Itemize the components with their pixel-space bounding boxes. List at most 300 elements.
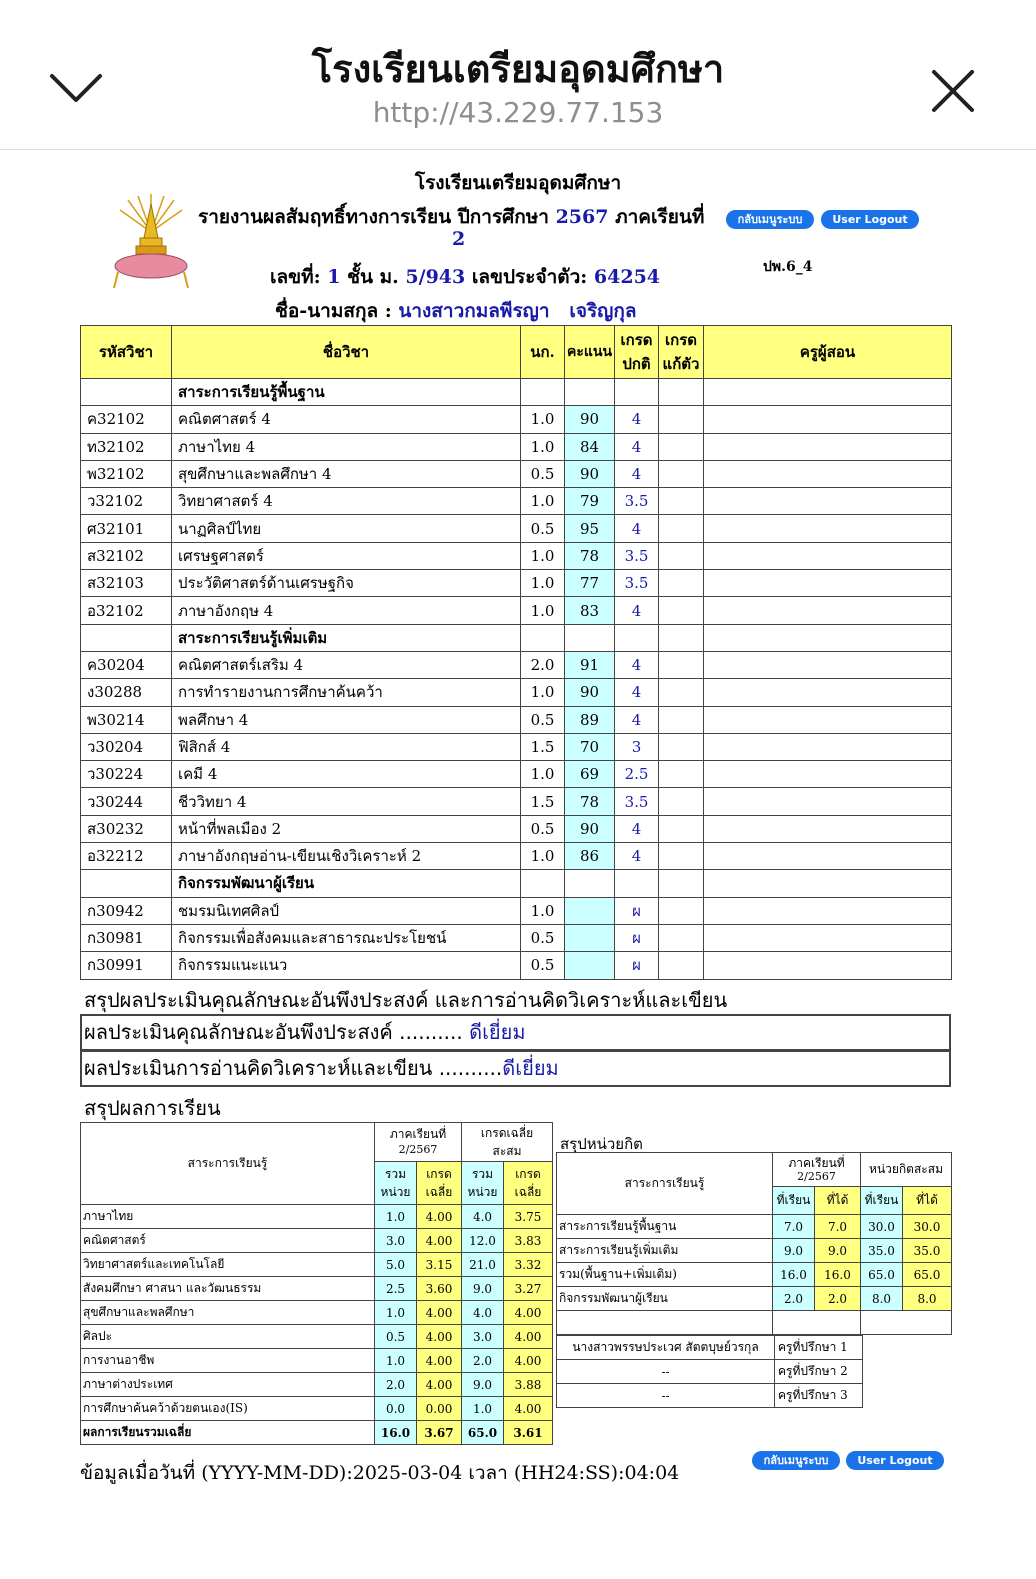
summary-cum-gpa: 3.27 xyxy=(504,1277,553,1301)
summary-sem-units: 1.0 xyxy=(375,1301,417,1325)
course-name: นาฏศิลป์ไทย xyxy=(172,515,521,542)
course-credit: 1.0 xyxy=(521,433,565,460)
course-name: หน้าที่พลเมือง 2 xyxy=(172,815,521,842)
summary-subject: การศึกษาค้นคว้าด้วยตนเอง(IS) xyxy=(81,1397,375,1421)
course-code: ค30204 xyxy=(81,651,172,678)
units-subject: รวม(พื้นฐาน+เพิ่มเติม) xyxy=(557,1263,773,1287)
no-label: เลขที่: xyxy=(270,266,321,288)
summary-subject: ภาษาต่างประเทศ xyxy=(81,1373,375,1397)
course-score: 90 xyxy=(565,406,615,433)
course-teacher xyxy=(704,952,952,979)
course-grade: 3.5 xyxy=(615,788,659,815)
summary-row xyxy=(81,1325,553,1349)
section-row xyxy=(81,870,952,897)
trait-label: ผลประเมินคุณลักษณะอันพึงประสงค์ .......... xyxy=(84,1020,463,1044)
course-credit: 0.5 xyxy=(521,952,565,979)
course-score: 77 xyxy=(565,570,615,597)
summary-subject: การงานอาชีพ xyxy=(81,1349,375,1373)
grade-retake-line: เกรด xyxy=(664,331,697,349)
course-score: 86 xyxy=(565,843,615,870)
summary-cum-units: 2.0 xyxy=(462,1349,504,1373)
summary-cum-gpa: 4.00 xyxy=(504,1349,553,1373)
units-subject: กิจกรรมพัฒนาผู้เรียน xyxy=(557,1287,773,1311)
course-code: อ32212 xyxy=(81,843,172,870)
course-retake-grade xyxy=(659,679,704,706)
summary-sem-units: 0.5 xyxy=(375,1325,417,1349)
course-row xyxy=(81,761,952,788)
summary-sem-gpa: 3.60 xyxy=(417,1277,462,1301)
empty-cell xyxy=(565,870,615,897)
summary-subject: วิทยาศาสตร์และเทคโนโลยี xyxy=(81,1253,375,1277)
course-teacher xyxy=(704,570,952,597)
summary-sub-units xyxy=(375,1161,417,1204)
units-cum-got: 8.0 xyxy=(903,1287,952,1311)
course-code: ส30232 xyxy=(81,815,172,842)
course-retake-grade xyxy=(659,952,704,979)
course-row xyxy=(81,570,952,597)
course-name: ภาษาไทย 4 xyxy=(172,433,521,460)
empty-cell xyxy=(615,624,659,651)
course-score xyxy=(565,897,615,924)
summary-sem-gpa: 4.00 xyxy=(417,1301,462,1325)
summary-sem-units: 2.0 xyxy=(375,1373,417,1397)
empty-cell xyxy=(659,624,704,651)
course-teacher xyxy=(704,843,952,870)
summary-total-sem-gpa: 3.67 xyxy=(417,1421,462,1445)
sub-gpa-bottom: เฉลี่ย xyxy=(425,1184,453,1199)
course-row xyxy=(81,542,952,569)
course-teacher xyxy=(704,706,952,733)
course-name: การทำรายงานการศึกษาค้นคว้า xyxy=(172,679,521,706)
course-teacher xyxy=(704,597,952,624)
grades-table xyxy=(80,325,952,980)
advisor-role: ครูที่ปรึกษา 2 xyxy=(775,1360,863,1384)
course-credit: 0.5 xyxy=(521,515,565,542)
course-score: 91 xyxy=(565,651,615,678)
course-retake-grade xyxy=(659,761,704,788)
course-score: 90 xyxy=(565,460,615,487)
course-credit: 2.0 xyxy=(521,651,565,678)
units-cum-learn: 30.0 xyxy=(861,1215,903,1239)
course-name: คณิตศาสตร์ 4 xyxy=(172,406,521,433)
browser-url[interactable]: http://43.229.77.153 xyxy=(372,96,664,129)
course-teacher xyxy=(704,515,952,542)
units-subject: สาระการเรียนรู้พื้นฐาน xyxy=(557,1215,773,1239)
course-name: เคมี 4 xyxy=(172,761,521,788)
course-retake-grade xyxy=(659,460,704,487)
course-code: ส32103 xyxy=(81,570,172,597)
units-sem-got: 2.0 xyxy=(815,1287,861,1311)
summary-subject: คณิตศาสตร์ xyxy=(81,1229,375,1253)
school-name: โรงเรียนเตรียมอุดมศึกษา xyxy=(414,172,622,194)
course-name: ฟิสิกส์ 4 xyxy=(172,733,521,760)
course-name: เศรษฐศาสตร์ xyxy=(172,542,521,569)
close-icon xyxy=(928,66,978,116)
course-name: กิจกรรมเพื่อสังคมและสาธารณะประโยชน์ xyxy=(172,924,521,951)
col-credit: นก. xyxy=(521,326,565,379)
units-row xyxy=(557,1239,952,1263)
summary-cum-gpa: 3.32 xyxy=(504,1253,553,1277)
summary-sem-gpa: 4.00 xyxy=(417,1325,462,1349)
summary-sem-units: 3.0 xyxy=(375,1229,417,1253)
summary-row xyxy=(81,1277,553,1301)
grade-normal-line: ปกติ xyxy=(622,355,651,373)
advisors-table xyxy=(556,1335,863,1408)
course-score: 90 xyxy=(565,815,615,842)
summary-row xyxy=(81,1301,553,1325)
course-credit: 1.5 xyxy=(521,788,565,815)
units-header-row xyxy=(557,1153,952,1187)
back-to-menu-button[interactable]: กลับเมนูระบบ xyxy=(726,210,814,229)
course-row xyxy=(81,788,952,815)
units-cum-learn: 65.0 xyxy=(861,1263,903,1287)
summary-cum-units: 4.0 xyxy=(462,1205,504,1229)
course-code: ค32102 xyxy=(81,406,172,433)
summary-cum-units: 12.0 xyxy=(462,1229,504,1253)
course-credit: 1.0 xyxy=(521,843,565,870)
course-grade: 3.5 xyxy=(615,488,659,515)
summary-sem-label: ภาคเรียนที่ xyxy=(389,1126,447,1141)
report-prefix: รายงานผลสัมฤทธิ์ทางการเรียน ปีการศึกษา xyxy=(198,206,549,228)
back-to-menu-button-bottom[interactable]: กลับเมนูระบบ xyxy=(752,1451,840,1470)
course-grade: ผ xyxy=(615,924,659,951)
course-row xyxy=(81,733,952,760)
course-teacher xyxy=(704,488,952,515)
summary-subject: ศิลปะ xyxy=(81,1325,375,1349)
course-score xyxy=(565,952,615,979)
name-label: ชื่อ-นามสกุล : xyxy=(275,300,392,322)
units-row xyxy=(557,1287,952,1311)
course-code: ท32102 xyxy=(81,433,172,460)
units-sub-got: ที่ได้ xyxy=(815,1187,861,1215)
course-retake-grade xyxy=(659,733,704,760)
units-sem-learn: 2.0 xyxy=(773,1287,815,1311)
summary-total-cum-gpa: 3.61 xyxy=(504,1421,553,1445)
course-grade: 4 xyxy=(615,815,659,842)
course-code: ง30288 xyxy=(81,679,172,706)
reading-evaluation xyxy=(80,1050,951,1087)
logout-button-bottom[interactable]: User Logout xyxy=(846,1451,944,1470)
course-credit: 1.0 xyxy=(521,761,565,788)
summary-cum-gpa: 3.83 xyxy=(504,1229,553,1253)
course-retake-grade xyxy=(659,897,704,924)
student-name-line xyxy=(275,296,637,326)
summary-subject: สังคมศึกษา ศาสนา และวัฒนธรรม xyxy=(81,1277,375,1301)
col-score: คะแนน xyxy=(565,326,615,379)
summary-sub-cum-units xyxy=(462,1161,504,1204)
course-score: 69 xyxy=(565,761,615,788)
course-grade: 2.5 xyxy=(615,761,659,788)
course-grade: 4 xyxy=(615,843,659,870)
section-code-cell xyxy=(81,624,172,651)
course-grade: 3.5 xyxy=(615,570,659,597)
semester-value: 2 xyxy=(452,228,466,250)
course-credit: 0.5 xyxy=(521,815,565,842)
empty-cell xyxy=(521,870,565,897)
summary-cum-units: 3.0 xyxy=(462,1325,504,1349)
units-title: สรุปหน่วยกิต xyxy=(560,1135,643,1153)
course-name: พลศึกษา 4 xyxy=(172,706,521,733)
advisor-role: ครูที่ปรึกษา 1 xyxy=(775,1336,863,1360)
grade-retake-line: แก้ตัว xyxy=(662,355,700,373)
course-name: กิจกรรมแนะแนว xyxy=(172,952,521,979)
units-col-semester xyxy=(773,1153,861,1187)
course-score: 95 xyxy=(565,515,615,542)
trait-evaluation xyxy=(80,1014,951,1051)
course-credit: 1.0 xyxy=(521,597,565,624)
course-row xyxy=(81,597,952,624)
reading-value: ดีเยี่ยม xyxy=(502,1056,559,1080)
advisor-name: -- xyxy=(557,1384,775,1408)
summary-total-cum-units: 65.0 xyxy=(462,1421,504,1445)
id-label: เลขประจำตัว: xyxy=(471,266,588,288)
summary-col-cumulative xyxy=(462,1123,553,1162)
empty-cell xyxy=(704,870,952,897)
units-subject: สาระการเรียนรู้เพิ่มเติม xyxy=(557,1239,773,1263)
academic-year: 2567 xyxy=(555,206,609,228)
empty-cell xyxy=(704,379,952,406)
course-teacher xyxy=(704,788,952,815)
advisor-name: นางสาวพรรษประเวศ สัตตบุษย์วรกุล xyxy=(557,1336,775,1360)
grade-normal-line: เกรด xyxy=(620,331,653,349)
course-code: ศ32101 xyxy=(81,515,172,542)
course-teacher xyxy=(704,542,952,569)
course-row xyxy=(81,843,952,870)
student-no: 1 xyxy=(327,266,341,288)
course-retake-grade xyxy=(659,597,704,624)
summary-row xyxy=(81,1205,553,1229)
summary-total-label: ผลการเรียนรวมเฉลี่ย xyxy=(81,1421,375,1445)
units-row xyxy=(557,1263,952,1287)
class-label: ชั้น ม. xyxy=(347,266,399,288)
section-code-cell xyxy=(81,379,172,406)
units-cum-learn: 8.0 xyxy=(861,1287,903,1311)
units-sem-got: 9.0 xyxy=(815,1239,861,1263)
summary-sem-value: 2/2567 xyxy=(398,1142,438,1156)
summary-sem-gpa: 4.00 xyxy=(417,1349,462,1373)
course-code: ว30204 xyxy=(81,733,172,760)
summary-row xyxy=(81,1397,553,1421)
course-grade: 4 xyxy=(615,651,659,678)
units-cum-got: 30.0 xyxy=(903,1215,952,1239)
section-code-cell xyxy=(81,870,172,897)
advisor-row xyxy=(557,1336,863,1360)
course-grade: ผ xyxy=(615,897,659,924)
course-code: ว30244 xyxy=(81,788,172,815)
course-score: 89 xyxy=(565,706,615,733)
course-score: 70 xyxy=(565,733,615,760)
units-cum-got: 35.0 xyxy=(903,1239,952,1263)
course-teacher xyxy=(704,815,952,842)
summary-cum-label1: เกรดเฉลี่ย xyxy=(480,1125,534,1140)
course-row xyxy=(81,706,952,733)
course-code: ก30991 xyxy=(81,952,172,979)
school-emblem-icon xyxy=(108,192,194,292)
section-title: กิจกรรมพัฒนาผู้เรียน xyxy=(172,870,521,897)
summary-cum-label2: สะสม xyxy=(492,1143,522,1158)
course-retake-grade xyxy=(659,788,704,815)
units-table xyxy=(556,1152,952,1335)
data-timestamp: ข้อมูลเมื่อวันที่ (YYYY-MM-DD):2025-03-04 เวลา (HH24:SS):04:04 xyxy=(80,1462,680,1484)
student-id: 64254 xyxy=(593,266,661,288)
empty-cell xyxy=(659,379,704,406)
course-retake-grade xyxy=(659,924,704,951)
course-row xyxy=(81,679,952,706)
summary-row xyxy=(81,1229,553,1253)
course-teacher xyxy=(704,679,952,706)
summary-sem-gpa: 3.15 xyxy=(417,1253,462,1277)
units-empty-row xyxy=(557,1311,952,1335)
summary-header-row xyxy=(81,1123,553,1162)
course-name: คณิตศาสตร์เสริม 4 xyxy=(172,651,521,678)
units-sem-learn: 16.0 xyxy=(773,1263,815,1287)
units-row xyxy=(557,1215,952,1239)
course-score: 78 xyxy=(565,542,615,569)
summary-cum-units: 1.0 xyxy=(462,1397,504,1421)
course-score: 79 xyxy=(565,488,615,515)
course-code: ว32102 xyxy=(81,488,172,515)
course-teacher xyxy=(704,897,952,924)
summary-sub-gpa xyxy=(417,1161,462,1204)
course-credit: 1.0 xyxy=(521,488,565,515)
units-sub-cum-got: ที่ได้ xyxy=(903,1187,952,1215)
units-sub-cum-learn: ที่เรียน xyxy=(861,1187,903,1215)
col-teacher: ครูผู้สอน xyxy=(704,326,952,379)
browser-title: โรงเรียนเตรียมอุดมศึกษา xyxy=(311,47,725,91)
summary-sem-gpa: 0.00 xyxy=(417,1397,462,1421)
course-code: พ30214 xyxy=(81,706,172,733)
course-row xyxy=(81,815,952,842)
summary-cum-gpa: 3.75 xyxy=(504,1205,553,1229)
course-score xyxy=(565,924,615,951)
browser-bar xyxy=(0,0,1036,150)
col-grade-normal xyxy=(615,326,659,379)
course-name: ภาษาอังกฤษ 4 xyxy=(172,597,521,624)
course-code: พ32102 xyxy=(81,460,172,487)
course-credit: 1.0 xyxy=(521,679,565,706)
course-row xyxy=(81,515,952,542)
course-teacher xyxy=(704,433,952,460)
sub-gpa-top: เกรด xyxy=(426,1166,452,1181)
section-row xyxy=(81,379,952,406)
sub-cum-gpa-bottom: เฉลี่ย xyxy=(514,1184,542,1199)
course-row xyxy=(81,924,952,951)
summary-sem-gpa: 4.00 xyxy=(417,1229,462,1253)
course-name: สุขศึกษาและพลศึกษา 4 xyxy=(172,460,521,487)
course-teacher xyxy=(704,924,952,951)
summary-total-row xyxy=(81,1421,553,1445)
sub-cum-units-top: รวม xyxy=(471,1166,494,1181)
course-grade: 4 xyxy=(615,597,659,624)
summary-subject: สุขศึกษาและพลศึกษา xyxy=(81,1301,375,1325)
advisor-role: ครูที่ปรึกษา 3 xyxy=(775,1384,863,1408)
units-cum-learn: 35.0 xyxy=(861,1239,903,1263)
units-sem-learn: 9.0 xyxy=(773,1239,815,1263)
sub-cum-gpa-top: เกรด xyxy=(515,1166,541,1181)
semester-label: ภาคเรียนที่ xyxy=(615,206,705,228)
course-grade: 3 xyxy=(615,733,659,760)
course-name: ภาษาอังกฤษอ่าน-เขียนเชิงวิเคราะห์ 2 xyxy=(172,843,521,870)
sub-units-bottom: หน่วย xyxy=(380,1184,411,1199)
summary-sem-units: 1.0 xyxy=(375,1349,417,1373)
course-code: ก30981 xyxy=(81,924,172,951)
course-row xyxy=(81,952,952,979)
close-button[interactable] xyxy=(928,66,988,122)
empty-cell xyxy=(659,870,704,897)
summary-row xyxy=(81,1373,553,1397)
units-sem-got: 16.0 xyxy=(815,1263,861,1287)
summary-cum-gpa: 4.00 xyxy=(504,1397,553,1421)
course-grade: 4 xyxy=(615,706,659,733)
summary-sem-units: 0.0 xyxy=(375,1397,417,1421)
course-grade: ผ xyxy=(615,952,659,979)
course-row xyxy=(81,651,952,678)
course-teacher xyxy=(704,460,952,487)
summary-cum-gpa: 4.00 xyxy=(504,1301,553,1325)
col-grade-retake xyxy=(659,326,704,379)
course-grade: 3.5 xyxy=(615,542,659,569)
course-grade: 4 xyxy=(615,406,659,433)
section-row xyxy=(81,624,952,651)
logout-button[interactable]: User Logout xyxy=(821,210,919,229)
course-retake-grade xyxy=(659,706,704,733)
course-grade: 4 xyxy=(615,515,659,542)
course-credit: 1.0 xyxy=(521,897,565,924)
course-credit: 1.5 xyxy=(521,733,565,760)
units-col-cumulative: หน่วยกิตสะสม xyxy=(861,1153,952,1187)
summary-cum-gpa: 4.00 xyxy=(504,1325,553,1349)
course-code: ว30224 xyxy=(81,761,172,788)
summary-cum-units: 9.0 xyxy=(462,1373,504,1397)
units-sem-got: 7.0 xyxy=(815,1215,861,1239)
summary-cum-gpa: 3.88 xyxy=(504,1373,553,1397)
course-code: อ32102 xyxy=(81,597,172,624)
summary-sem-gpa: 4.00 xyxy=(417,1205,462,1229)
empty-cell xyxy=(615,870,659,897)
course-name: ประวัติศาสตร์ด้านเศรษฐกิจ xyxy=(172,570,521,597)
summary-total-sem-units: 16.0 xyxy=(375,1421,417,1445)
course-credit: 1.0 xyxy=(521,542,565,569)
course-teacher xyxy=(704,761,952,788)
course-credit: 0.5 xyxy=(521,924,565,951)
summary-title: สรุปผลการเรียน xyxy=(84,1096,221,1120)
summary-col-semester xyxy=(375,1123,462,1162)
advisor-row xyxy=(557,1360,863,1384)
course-credit: 0.5 xyxy=(521,460,565,487)
course-credit: 1.0 xyxy=(521,570,565,597)
course-grade: 4 xyxy=(615,460,659,487)
units-col-subject: สาระการเรียนรู้ xyxy=(557,1153,773,1215)
sub-cum-units-bottom: หน่วย xyxy=(467,1184,498,1199)
summary-sem-units: 1.0 xyxy=(375,1205,417,1229)
course-score: 84 xyxy=(565,433,615,460)
course-retake-grade xyxy=(659,815,704,842)
units-cum-got: 65.0 xyxy=(903,1263,952,1287)
empty-cell xyxy=(565,624,615,651)
units-sem-value: 2/2567 xyxy=(797,1169,836,1183)
col-subject: ชื่อวิชา xyxy=(172,326,521,379)
reading-label: ผลประเมินการอ่านคิดวิเคราะห์และเขียน .......... xyxy=(84,1056,503,1080)
empty-cell xyxy=(615,379,659,406)
summary-table xyxy=(80,1122,553,1445)
grades-header-row xyxy=(81,326,952,379)
course-score: 78 xyxy=(565,788,615,815)
empty-cell xyxy=(704,624,952,651)
units-sem-label: ภาคเรียนที่ xyxy=(788,1155,845,1170)
course-credit: 0.5 xyxy=(521,706,565,733)
course-code: ส32102 xyxy=(81,542,172,569)
course-retake-grade xyxy=(659,488,704,515)
